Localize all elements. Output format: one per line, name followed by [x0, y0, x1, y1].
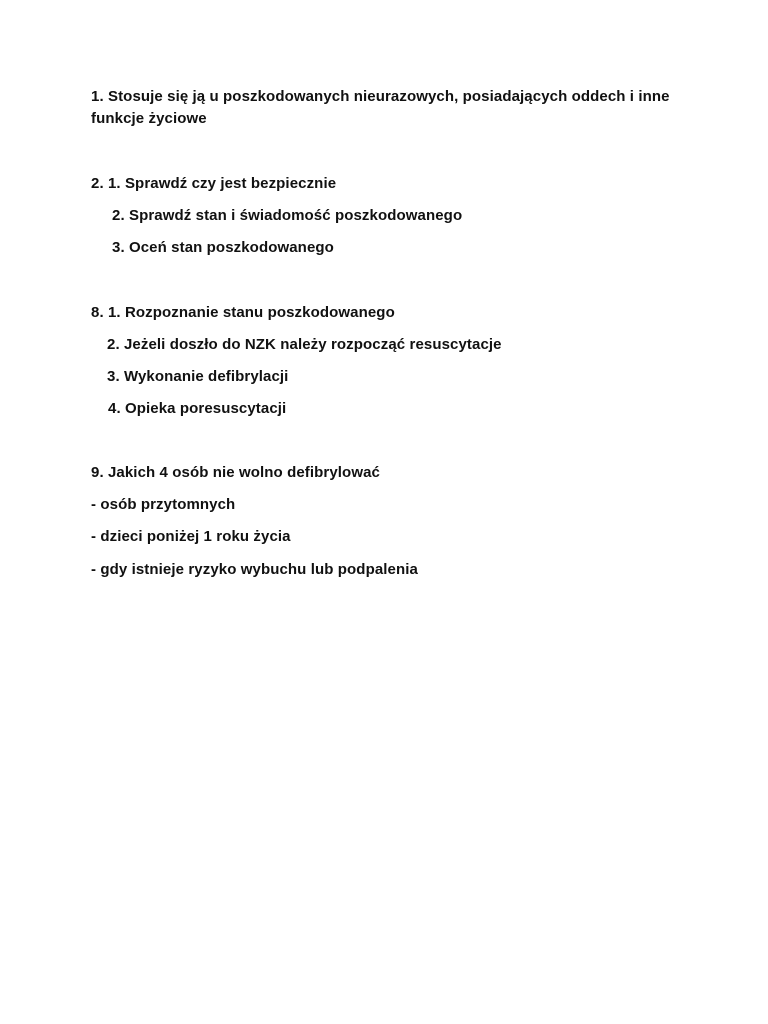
answer-8-step-4: 4. Opieka poresuscytacji: [108, 400, 287, 417]
question-9-answer-2: - dzieci poniżej 1 roku życia: [91, 528, 291, 545]
answer-2-step-2: 2. Sprawdź stan i świadomość poszkodowanego: [112, 207, 463, 224]
question-9-answer-3: - gdy istnieje ryzyko wybuchu lub podpalenia: [91, 561, 418, 578]
question-9-text: 9. Jakich 4 osób nie wolno defibrylować: [91, 464, 380, 481]
answer-2-step-3: 3. Oceń stan poszkodowanego: [112, 239, 334, 256]
answer-8-step-1: 8. 1. Rozpoznanie stanu poszkodowanego: [91, 304, 395, 321]
question-9-answer-1: - osób przytomnych: [91, 496, 236, 513]
answer-1-text: 1. Stosuje się ją u poszkodowanych nieurazowych, posiadających oddech i inne funkcje życiowe: [91, 88, 670, 127]
answer-8-step-2: 2. Jeżeli doszło do NZK należy rozpocząć resuscytacje: [107, 336, 502, 353]
answer-2-step-1: 2. 1. Sprawdź czy jest bezpiecznie: [91, 175, 337, 192]
answer-8-step-3: 3. Wykonanie defibrylacji: [107, 368, 289, 385]
